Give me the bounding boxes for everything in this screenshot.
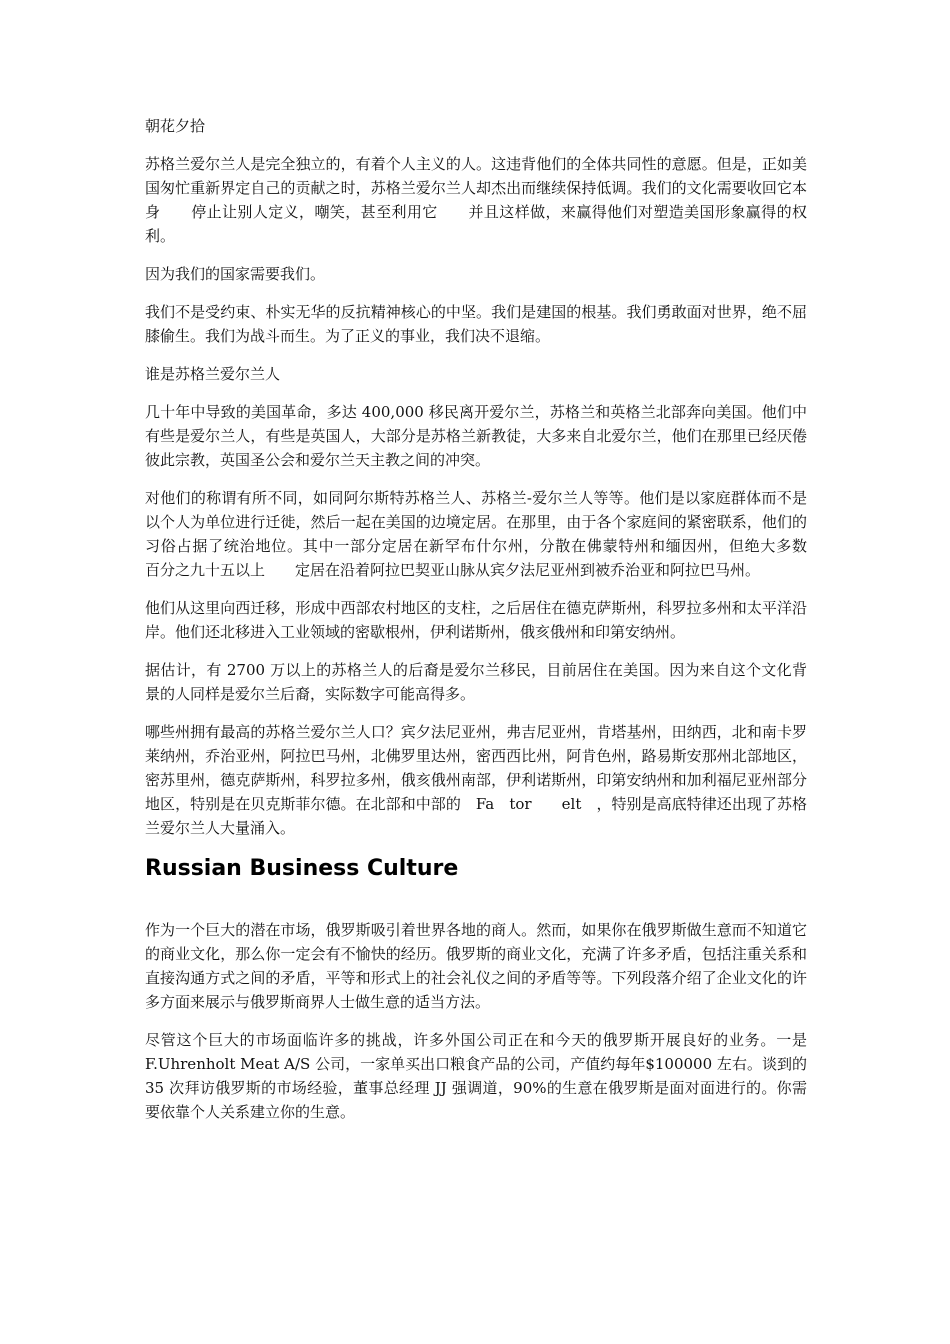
paragraph: 他们从这里向西迁移，形成中西部农村地区的支柱，之后居住在德克萨斯州，科罗拉多州和太平洋沿岸。他们还北移进入工业领域的密歇根州，伊利诺斯州，俄亥俄州和印第安纳州。 [145, 599, 807, 641]
paragraph: 几十年中导致的美国革命，多达 400,000 移民离开爱尔兰，苏格兰和英格兰北部奔向美国。他们中有些是爱尔兰人，有些是英国人，大部分是苏格兰新教徒，大多来自北爱尔兰，他们在那里已经厌倦彼此宗教，英国圣公会和爱尔兰天主教之间的冲突。 [145, 403, 807, 469]
paragraph: 据估计，有 2700 万以上的苏格兰人的后裔是爱尔兰移民，目前居住在美国。因为来自这个文化背景的人同样是爱尔兰后裔，实际数字可能高得多。 [145, 661, 807, 703]
paragraph: 作为一个巨大的潜在市场，俄罗斯吸引着世界各地的商人。然而，如果你在俄罗斯做生意而不知道它的商业文化，那么你一定会有不愉快的经历。俄罗斯的商业文化，充满了许多矛盾，包括注重关系和直接沟通方式之间的矛盾，平等和形式上的社会礼仪之间的矛盾等等。下列段落介绍了企业文化的许多方面来展示与俄罗斯商界人士做生意的适当方法。 [145, 921, 807, 1011]
document-page [145, 114, 838, 1138]
section-title: 朝花夕拾 [145, 117, 206, 135]
paragraph: 尽管这个巨大的市场面临许多的挑战，许多外国公司正在和今天的俄罗斯开展良好的业务。一是 F.Uhrenholt Meat A/S 公司，一家单买出口粮食产品的公司，产值约每年$100000 左右。谈到的 35 次拜访俄罗斯的市场经验，董事总经理 JJ 强调道，90%的生意在俄罗斯是面对面进行的。你需要依靠个人关系建立你的生意。 [145, 1031, 812, 1121]
paragraph: 苏格兰爱尔兰人是完全独立的，有着个人主义的人。这违背他们的全体共同性的意愿。但是，正如美国匆忙重新界定自己的贡献之时，苏格兰爱尔兰人却杰出而继续保持低调。我们的文化需要收回它本身 停止让别人定义，嘲笑，甚至利用它 并且这样做，来赢得他们对塑造美国形象赢得的权利。 [145, 155, 807, 245]
subsection-title: 谁是苏格兰爱尔兰人 [145, 365, 281, 383]
section-heading: Russian Business Culture [145, 856, 459, 881]
paragraph: 哪些州拥有最高的苏格兰爱尔兰人口？宾夕法尼亚州，弗吉尼亚州，肯塔基州，田纳西，北和南卡罗莱纳州，乔治亚州，阿拉巴马州，北佛罗里达州，密西西比州，阿肯色州，路易斯安那州北部地区，密苏里州，德克萨斯州，科罗拉多州，俄亥俄州南部，伊利诺斯州，印第安纳州和加利福尼亚州部分地区，特别是在贝克斯菲尔德。在北部和中部的 Fa tor elt ，特别是高底特律还出现了苏格兰爱尔兰人大量涌入。 [145, 723, 807, 837]
paragraph: 因为我们的国家需要我们。 [145, 265, 326, 283]
paragraph: 我们不是受约束、朴实无华的反抗精神核心的中坚。我们是建国的根基。我们勇敢面对世界，绝不屈膝偷生。我们为战斗而生。为了正义的事业，我们决不退缩。 [145, 303, 807, 345]
paragraph: 对他们的称谓有所不同，如同阿尔斯特苏格兰人、苏格兰-爱尔兰人等等。他们是以家庭群体而不是以个人为单位进行迁徙，然后一起在美国的边境定居。在那里，由于各个家庭间的紧密联系，他们的习俗占据了统治地位。其中一部分定居在新罕布什尔州，分散在佛蒙特州和缅因州，但绝大多数 百分之九十五以上 定居在沿着阿拉巴契亚山脉从宾夕法尼亚州到被乔治亚和阿拉巴马州。 [145, 489, 838, 579]
